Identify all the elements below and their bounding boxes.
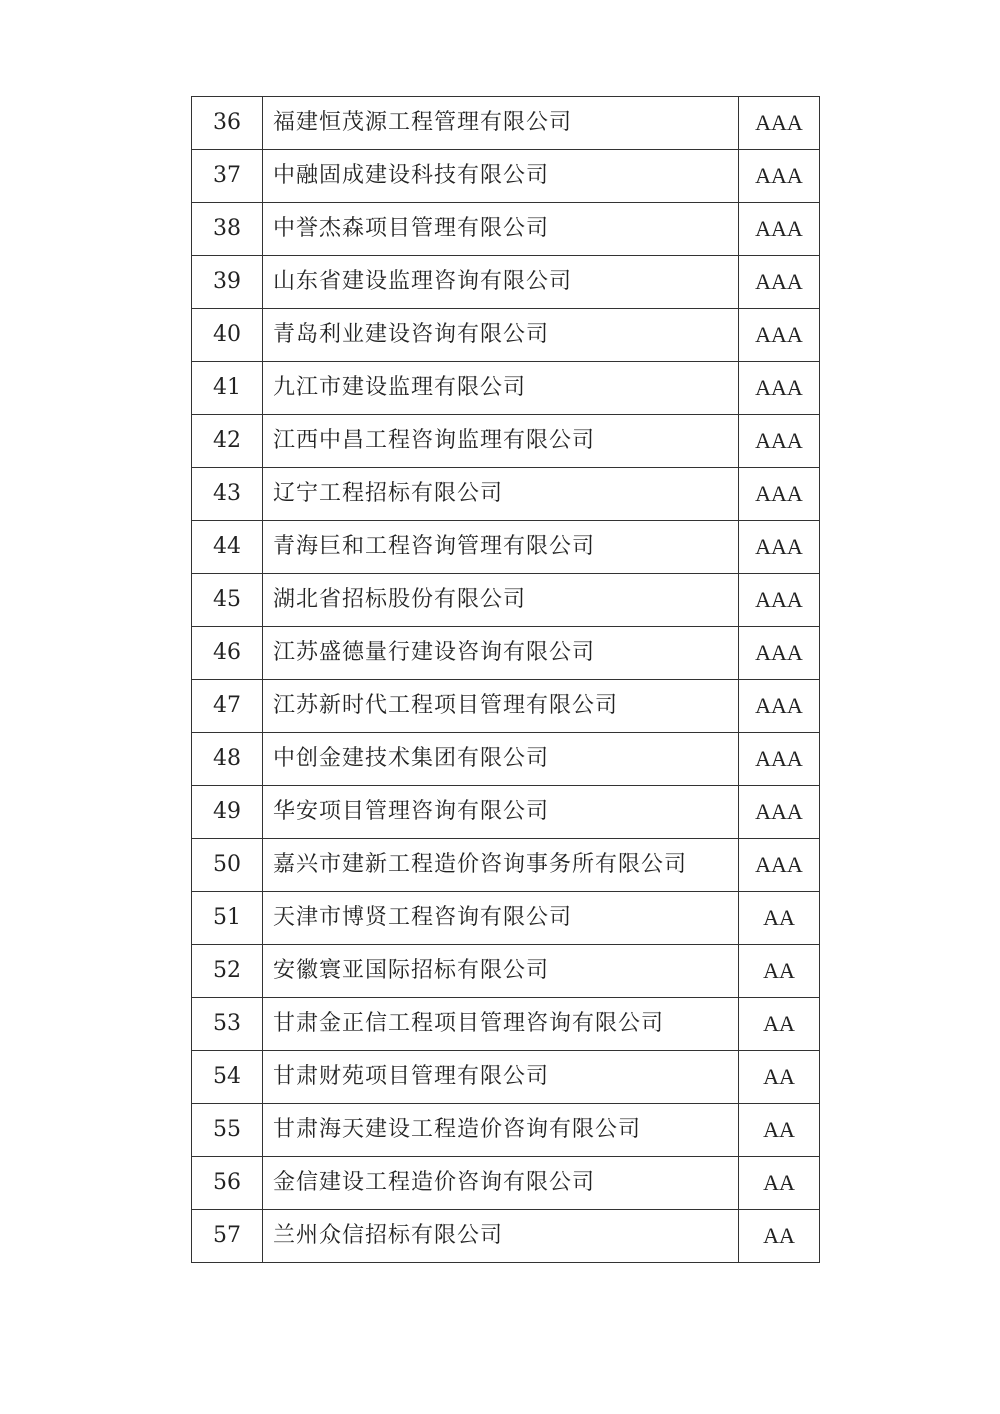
table-row: [192, 945, 820, 998]
company-name-cell: 嘉兴市建新工程造价咨询事务所有限公司: [263, 839, 739, 892]
table-row: [192, 892, 820, 945]
row-number-cell: 48: [192, 733, 263, 786]
table-row: [192, 1157, 820, 1210]
credit-grade-cell: AAA: [739, 309, 820, 362]
table-row: [192, 998, 820, 1051]
company-name-cell: 中创金建技术集团有限公司: [263, 733, 739, 786]
company-name-cell: 中誉杰森项目管理有限公司: [263, 203, 739, 256]
row-number-cell: 37: [192, 150, 263, 203]
company-name-cell: 江苏盛德量行建设咨询有限公司: [263, 627, 739, 680]
company-name-cell: 甘肃财苑项目管理有限公司: [263, 1051, 739, 1104]
company-name-cell: 安徽寰亚国际招标有限公司: [263, 945, 739, 998]
row-number-cell: 52: [192, 945, 263, 998]
row-number-cell: 57: [192, 1210, 263, 1263]
row-number-cell: 38: [192, 203, 263, 256]
credit-grade-cell: AAA: [739, 415, 820, 468]
company-name-cell: 金信建设工程造价咨询有限公司: [263, 1157, 739, 1210]
credit-grade-cell: AAA: [739, 733, 820, 786]
company-name-cell: 江西中昌工程咨询监理有限公司: [263, 415, 739, 468]
company-name-cell: 江苏新时代工程项目管理有限公司: [263, 680, 739, 733]
credit-grade-cell: AAA: [739, 574, 820, 627]
table-row: [192, 362, 820, 415]
company-name-cell: 福建恒茂源工程管理有限公司: [263, 97, 739, 150]
company-rating-table: [191, 96, 820, 1263]
credit-grade-cell: AAA: [739, 468, 820, 521]
table-row: [192, 97, 820, 150]
credit-grade-cell: AAA: [739, 256, 820, 309]
credit-grade-cell: AAA: [739, 786, 820, 839]
company-name-cell: 甘肃海天建设工程造价咨询有限公司: [263, 1104, 739, 1157]
row-number-cell: 44: [192, 521, 263, 574]
row-number-cell: 36: [192, 97, 263, 150]
table-row: [192, 839, 820, 892]
table-row: [192, 415, 820, 468]
row-number-cell: 49: [192, 786, 263, 839]
table-body: [192, 97, 820, 1263]
table-row: [192, 786, 820, 839]
table-row: [192, 309, 820, 362]
row-number-cell: 41: [192, 362, 263, 415]
credit-grade-cell: AA: [739, 945, 820, 998]
table-row: [192, 203, 820, 256]
table-row: [192, 680, 820, 733]
credit-grade-cell: AA: [739, 1210, 820, 1263]
row-number-cell: 43: [192, 468, 263, 521]
table-row: [192, 733, 820, 786]
row-number-cell: 39: [192, 256, 263, 309]
table-row: [192, 627, 820, 680]
row-number-cell: 51: [192, 892, 263, 945]
row-number-cell: 53: [192, 998, 263, 1051]
row-number-cell: 40: [192, 309, 263, 362]
table-row: [192, 574, 820, 627]
credit-grade-cell: AAA: [739, 627, 820, 680]
company-name-cell: 甘肃金正信工程项目管理咨询有限公司: [263, 998, 739, 1051]
credit-grade-cell: AA: [739, 1157, 820, 1210]
credit-grade-cell: AA: [739, 892, 820, 945]
row-number-cell: 55: [192, 1104, 263, 1157]
table-row: [192, 468, 820, 521]
credit-grade-cell: AAA: [739, 839, 820, 892]
credit-grade-cell: AAA: [739, 97, 820, 150]
table-row: [192, 521, 820, 574]
table-row: [192, 1210, 820, 1263]
table-row: [192, 1104, 820, 1157]
table-row: [192, 150, 820, 203]
company-name-cell: 山东省建设监理咨询有限公司: [263, 256, 739, 309]
row-number-cell: 56: [192, 1157, 263, 1210]
row-number-cell: 46: [192, 627, 263, 680]
company-name-cell: 青岛利业建设咨询有限公司: [263, 309, 739, 362]
company-name-cell: 辽宁工程招标有限公司: [263, 468, 739, 521]
table-row: [192, 1051, 820, 1104]
credit-grade-cell: AA: [739, 998, 820, 1051]
credit-grade-cell: AAA: [739, 362, 820, 415]
credit-grade-cell: AAA: [739, 521, 820, 574]
company-name-cell: 湖北省招标股份有限公司: [263, 574, 739, 627]
table-row: [192, 256, 820, 309]
company-name-cell: 青海巨和工程咨询管理有限公司: [263, 521, 739, 574]
company-name-cell: 九江市建设监理有限公司: [263, 362, 739, 415]
company-name-cell: 中融固成建设科技有限公司: [263, 150, 739, 203]
company-name-cell: 兰州众信招标有限公司: [263, 1210, 739, 1263]
credit-grade-cell: AAA: [739, 680, 820, 733]
row-number-cell: 54: [192, 1051, 263, 1104]
row-number-cell: 42: [192, 415, 263, 468]
credit-grade-cell: AA: [739, 1051, 820, 1104]
row-number-cell: 45: [192, 574, 263, 627]
company-name-cell: 华安项目管理咨询有限公司: [263, 786, 739, 839]
row-number-cell: 50: [192, 839, 263, 892]
row-number-cell: 47: [192, 680, 263, 733]
credit-grade-cell: AA: [739, 1104, 820, 1157]
company-name-cell: 天津市博贤工程咨询有限公司: [263, 892, 739, 945]
credit-grade-cell: AAA: [739, 150, 820, 203]
credit-grade-cell: AAA: [739, 203, 820, 256]
